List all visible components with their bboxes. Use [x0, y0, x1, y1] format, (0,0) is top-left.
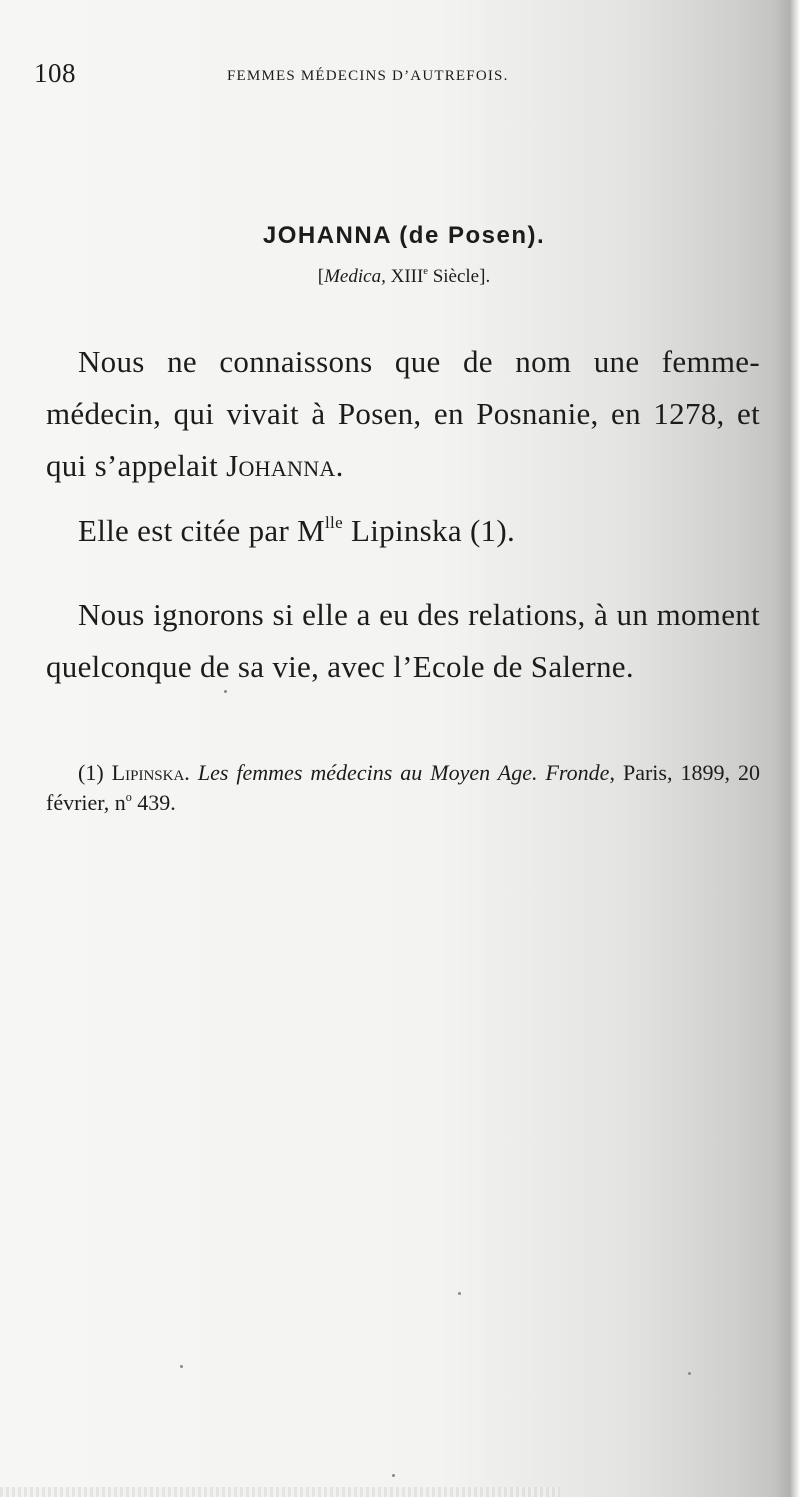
print-speck — [224, 690, 227, 693]
print-speck — [458, 1292, 461, 1295]
subtitle-medica: Medica, — [324, 266, 386, 287]
subtitle-bracket: [ — [317, 266, 325, 287]
entry-subtitle — [0, 266, 800, 288]
entry-title: JOHANNA (de Posen). — [262, 222, 546, 249]
print-speck — [180, 1365, 183, 1368]
subtitle-century-sup: e — [423, 266, 428, 278]
print-speck — [688, 1372, 691, 1375]
paragraph-3 — [46, 589, 760, 693]
print-speck — [392, 1474, 395, 1477]
paragraph-2-sup: lle — [325, 513, 343, 533]
paragraph-2-pre: Elle est citée par M — [78, 513, 326, 548]
footnote-marker: (1) — [78, 760, 112, 785]
page-number: 108 — [34, 58, 76, 88]
footnote-author-end: . — [184, 760, 198, 785]
paragraph-1-text: Nous ne connaissons que de nom une femme-médecin, qui vivait à Posen, en Posnanie, en 1278, et qui s’appelait — [46, 344, 760, 483]
paragraph-1-name: Johanna — [226, 448, 336, 483]
scan-noise — [0, 1487, 560, 1497]
paragraph-1-end: . — [335, 448, 344, 483]
running-head: FEMMES MÉDECINS D’AUTREFOIS. — [227, 68, 509, 84]
paragraph-2 — [46, 505, 760, 557]
paragraph-3-text: Nous ignorons si elle a eu des relations, à un moment quelconque de sa vie, avec l’Ecole de Salerne. — [46, 597, 760, 684]
paragraph-2-post: Lipinska (1). — [342, 513, 516, 548]
footnote-details-post: 439. — [131, 790, 176, 815]
footnote-details-sup: o — [125, 789, 132, 804]
subtitle-century: XIII — [385, 266, 424, 287]
footnote-details-pre: , Paris, 1899, 20 février, n — [46, 760, 761, 815]
subtitle-siecle: Siècle]. — [427, 266, 491, 287]
paragraph-1 — [46, 336, 760, 492]
footnote-author: Lipinska — [111, 760, 185, 785]
footnote-title: Les femmes médecins au Moyen Age. Fronde — [197, 760, 610, 785]
footnote — [46, 758, 760, 818]
